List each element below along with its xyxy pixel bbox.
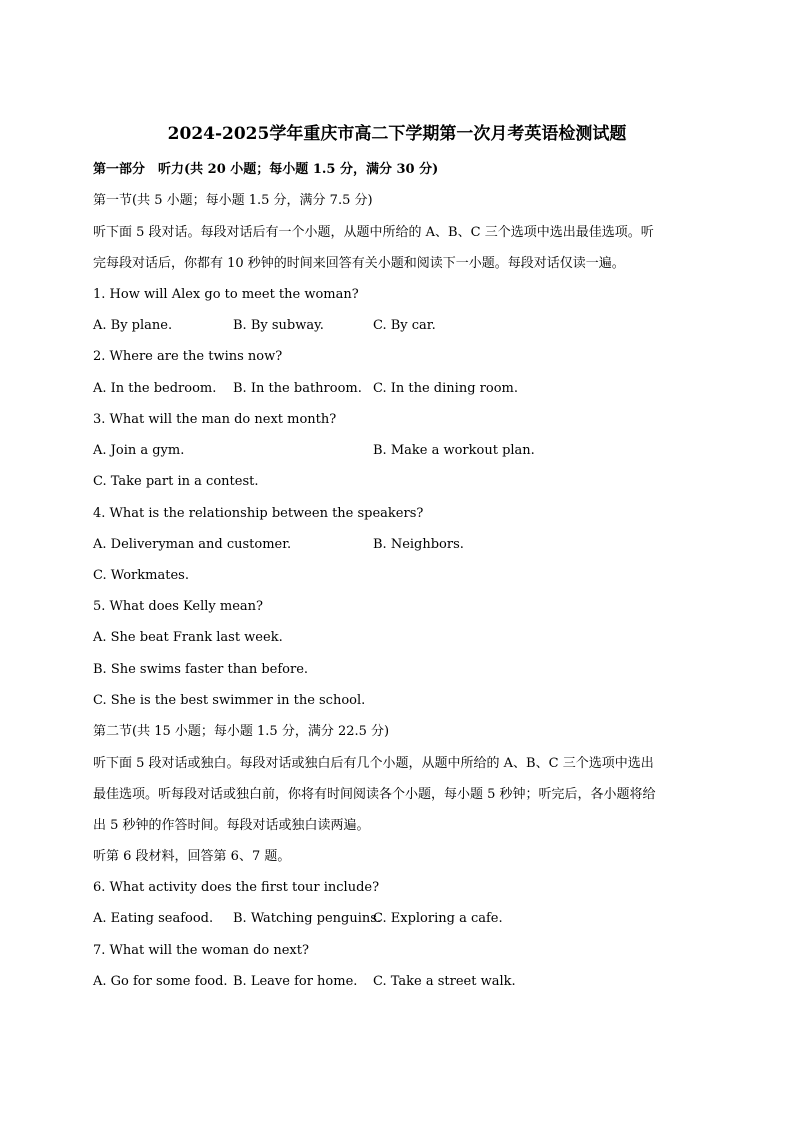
question-4-option-a: A. Deliveryman and customer.	[93, 537, 292, 552]
section1-heading: 第一节(共 5 小题；每小题 1.5 分，满分 7.5 分)	[93, 193, 373, 208]
section1-instructions-line-2: 完每段对话后，你都有 10 秒钟的时间来回答有关小题和阅读下一小题。每段对话仅读一遍。	[93, 256, 625, 271]
question-2-option-b: B. In the bathroom.	[233, 381, 362, 396]
question-3-option-c: C. Take part in a contest.	[93, 474, 259, 489]
page-title: 2024-2025学年重庆市高二下学期第一次月考英语检测试题	[167, 124, 627, 144]
question-4: 4. What is the relationship between the speakers?	[93, 506, 424, 521]
question-2-option-c: C. In the dining room.	[373, 381, 518, 396]
section2-instructions-line-2: 最佳选项。听每段对话或独白前，你将有时间阅读各个小题，每小题 5 秒钟；听完后，各小题将给	[93, 787, 656, 802]
question-6-option-c: C. Exploring a cafe.	[373, 911, 503, 926]
question-1-option-c: C. By car.	[373, 318, 436, 333]
material-note: 听第 6 段材料，回答第 6、7 题。	[93, 849, 291, 864]
question-5-option-b: B. She swims faster than before.	[93, 662, 309, 677]
question-7-option-a: A. Go for some food.	[93, 974, 228, 989]
question-1: 1. How will Alex go to meet the woman?	[93, 287, 359, 302]
question-2: 2. Where are the twins now?	[93, 349, 283, 364]
question-3-option-b: B. Make a workout plan.	[373, 443, 535, 458]
question-3: 3. What will the man do next month?	[93, 412, 337, 427]
question-1-option-b: B. By subway.	[233, 318, 324, 333]
question-3-option-a: A. Join a gym.	[93, 443, 185, 458]
question-7-option-c: C. Take a street walk.	[373, 974, 516, 989]
question-4-option-c: C. Workmates.	[93, 568, 189, 583]
section2-instructions-line-1: 听下面 5 段对话或独白。每段对话或独白后有几个小题，从题中所给的 A、B、C 三个选项中选出	[93, 756, 654, 771]
question-1-option-a: A. By plane.	[93, 318, 173, 333]
question-6-option-a: A. Eating seafood.	[93, 911, 214, 926]
section1-instructions-line-1: 听下面 5 段对话。每段对话后有一个小题，从题中所给的 A、B、C 三个选项中选出最佳选项。听	[93, 225, 654, 240]
question-7-option-b: B. Leave for home.	[233, 974, 358, 989]
question-6-option-b: B. Watching penguins.	[233, 911, 382, 926]
question-4-option-b: B. Neighbors.	[373, 537, 464, 552]
question-2-option-a: A. In the bedroom.	[93, 381, 217, 396]
question-5-option-a: A. She beat Frank last week.	[93, 630, 283, 645]
question-5-option-c: C. She is the best swimmer in the school.	[93, 693, 366, 708]
question-5: 5. What does Kelly mean?	[93, 599, 263, 614]
section2-instructions-line-3: 出 5 秒钟的作答时间。每段对话或独白读两遍。	[93, 818, 370, 833]
question-7: 7. What will the woman do next?	[93, 943, 309, 958]
question-6: 6. What activity does the first tour include?	[93, 880, 380, 895]
section2-heading: 第二节(共 15 小题；每小题 1.5 分，满分 22.5 分)	[93, 724, 390, 739]
part1-heading: 第一部分 听力(共 20 小题；每小题 1.5 分，满分 30 分)	[93, 162, 439, 177]
